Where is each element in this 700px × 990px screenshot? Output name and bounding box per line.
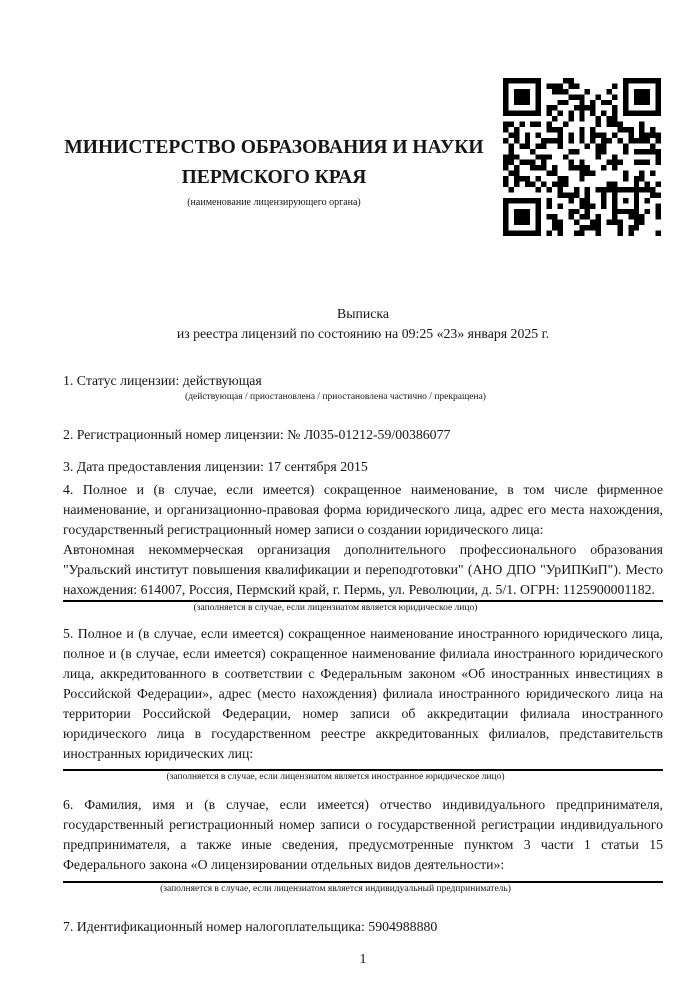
license-date-text: 3. Дата предоставления лицензии: 17 сентября 2015: [63, 459, 368, 474]
legal-entity-value: Автономная некоммерческая организация дополнительного профессионального образования "Уральский институт повышения квалификации и переподготовки" (АНО ДПО "УрИПКиП"). Место нахождения: 614007, Россия, Пермский край, г. Пермь, ул. Революции, д. 5/1. ОГРН: 1125900001182.: [63, 542, 663, 597]
document-title-line1: Выписка: [337, 306, 389, 321]
ministry-name-line1: МИНИСТЕРСТВО ОБРАЗОВАНИЯ И НАУКИ: [64, 137, 484, 158]
legal-entity-caption: (заполняется в случае, если лицензиатом является юридическое лицо): [193, 603, 478, 613]
license-status-caption: (действующая / приостановлена / приостановлена частично / прекращена): [185, 392, 486, 402]
item-foreign-entity: [63, 624, 663, 783]
item-registration-number: [63, 425, 663, 445]
individual-entrepreneur-caption: (заполняется в случае, если лицензиатом является индивидуальный предприниматель): [160, 884, 511, 894]
foreign-entity-caption: (заполняется в случае, если лицензиатом является иностранное юридическое лицо): [166, 772, 505, 782]
document-title: [63, 304, 663, 344]
licensing-authority-header: [63, 133, 485, 209]
taxpayer-number-text: 7. Идентификационный номер налогоплательщика: 5904988880: [63, 919, 438, 934]
legal-entity-label: 4. Полное и (в случае, если имеется) сокращенное наименование, в том числе фирменное наименование, и организационно-правовая форма юридического лица, адрес его места нахождения, государственный регистрационный номер записи о создании юридического лица:: [63, 482, 663, 537]
item-license-date: [63, 457, 663, 477]
qr-code-icon: [503, 78, 661, 236]
item-legal-entity: [63, 480, 663, 614]
item-taxpayer-number: [63, 917, 663, 937]
item-individual-entrepreneur: [63, 795, 663, 895]
license-status-text: 1. Статус лицензии: действующая: [63, 373, 262, 388]
item-license-status: [63, 371, 663, 403]
document-title-line2: из реестра лицензий по состоянию на 09:25 «23» января 2025 г.: [176, 326, 550, 341]
ministry-name-line2: ПЕРМСКОГО КРАЯ: [181, 167, 367, 188]
foreign-entity-label: 5. Полное и (в случае, если имеется) сокращенное наименование иностранного юридического лица, полное и (в случае, если имеется) сокращенное наименование филиала иностранного юридического лица, аккредитованного в соответствии с Федеральным законом «Об иностранных инвестициях в Российской Федерации», адрес (место нахождения) филиала иностранного юридического лица на территории Российской Федерации, номер записи об аккредитации филиала иностранного юридического лица в государственном реестре аккредитованных филиалов, представительств иностранных юридических лиц:: [63, 626, 663, 761]
ministry-caption: (наименование лицензирующего органа): [187, 197, 361, 208]
individual-entrepreneur-label: 6. Фамилия, имя и (в случае, если имеется) отчество индивидуального предпринимателя, государственный регистрационный номер записи о государственной регистрации индивидуального предпринимателя, а также иные сведения, предусмотренные пунктом 3 части 1 статьи 15 Федерального закона «О лицензировании отдельных видов деятельности»:: [63, 797, 663, 872]
page-number: 1: [359, 951, 367, 966]
registration-number-text: 2. Регистрационный номер лицензии: № Л035-01212-59/00386077: [63, 427, 451, 442]
